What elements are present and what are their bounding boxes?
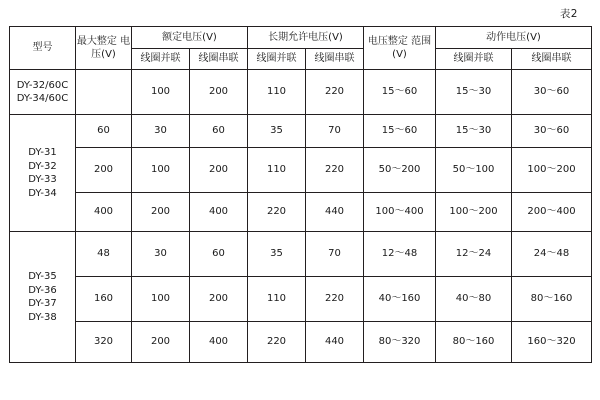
cell-long-parallel: 110	[248, 148, 306, 193]
cell-long-series: 220	[306, 277, 364, 322]
cell-action-series: 100～200	[512, 148, 592, 193]
cell-rated-series: 400	[190, 322, 248, 363]
cell-long-parallel: 110	[248, 70, 306, 115]
cell-voltage-range: 50～200	[364, 148, 436, 193]
table-row	[10, 70, 592, 115]
cell-rated-parallel: 30	[132, 232, 190, 277]
subheader-long-series: 线圈串联	[306, 49, 364, 70]
cell-long-parallel: 110	[248, 277, 306, 322]
cell-long-parallel: 220	[248, 193, 306, 232]
subheader-rated-series: 线圈串联	[190, 49, 248, 70]
cell-rated-parallel: 200	[132, 193, 190, 232]
column-header-rated-voltage: 额定电压(V)	[132, 27, 248, 49]
cell-long-parallel: 35	[248, 232, 306, 277]
cell-max-setting-voltage: 48	[76, 232, 132, 277]
model-label: DY-32/60C	[16, 79, 69, 91]
model-label: DY-32	[28, 160, 57, 172]
cell-rated-series: 200	[190, 148, 248, 193]
model-label: DY-37	[28, 298, 57, 309]
cell-max-setting-voltage: 400	[76, 193, 132, 232]
cell-action-parallel: 50～100	[436, 148, 512, 193]
cell-model-group	[10, 232, 76, 363]
model-label: DY-35	[28, 271, 57, 282]
table-row	[10, 193, 592, 232]
cell-model-group	[10, 70, 76, 115]
cell-action-parallel: 80～160	[436, 322, 512, 363]
spec-table-container	[9, 26, 591, 363]
cell-action-series: 30～60	[512, 70, 592, 115]
cell-rated-series: 60	[190, 232, 248, 277]
cell-rated-parallel: 30	[132, 115, 190, 148]
table-row	[10, 277, 592, 322]
cell-long-series: 70	[306, 115, 364, 148]
cell-rated-series: 200	[190, 277, 248, 322]
cell-rated-series: 60	[190, 115, 248, 148]
model-label: DY-31	[28, 147, 57, 158]
subheader-long-parallel: 线圈并联	[248, 49, 306, 70]
spec-table	[9, 26, 592, 363]
cell-action-parallel: 12～24	[436, 232, 512, 277]
cell-rated-parallel: 200	[132, 322, 190, 363]
cell-long-series: 440	[306, 193, 364, 232]
model-label: DY-34	[28, 187, 57, 199]
subheader-action-series: 线圈串联	[512, 49, 592, 70]
cell-long-parallel: 35	[248, 115, 306, 148]
cell-model-group	[10, 115, 76, 232]
cell-max-setting-voltage: 320	[76, 322, 132, 363]
cell-max-setting-voltage: 200	[76, 148, 132, 193]
cell-action-parallel: 15～30	[436, 70, 512, 115]
column-header-voltage-setting-range	[364, 27, 436, 70]
cell-voltage-range: 40～160	[364, 277, 436, 322]
model-label: DY-33	[28, 174, 57, 185]
cell-action-series: 24～48	[512, 232, 592, 277]
cell-action-series: 80～160	[512, 277, 592, 322]
cell-rated-series: 400	[190, 193, 248, 232]
cell-voltage-range: 15～60	[364, 115, 436, 148]
cell-rated-parallel: 100	[132, 70, 190, 115]
range-line2: 范围(V)	[392, 35, 432, 60]
column-header-max-setting-voltage	[76, 27, 132, 70]
cell-rated-series: 200	[190, 70, 248, 115]
model-label: DY-36	[28, 284, 57, 296]
cell-max-setting-voltage	[76, 70, 132, 115]
subheader-rated-parallel: 线圈并联	[132, 49, 190, 70]
cell-long-series: 440	[306, 322, 364, 363]
subheader-action-parallel: 线圈并联	[436, 49, 512, 70]
column-header-model: 型号	[10, 27, 76, 70]
table-row	[10, 148, 592, 193]
cell-action-parallel: 100～200	[436, 193, 512, 232]
table-row	[10, 322, 592, 363]
cell-voltage-range: 100～400	[364, 193, 436, 232]
max-setting-line2: 电压(V)	[91, 35, 131, 60]
table-row	[10, 232, 592, 277]
cell-long-series: 220	[306, 148, 364, 193]
cell-rated-parallel: 100	[132, 148, 190, 193]
cell-action-series: 160～320	[512, 322, 592, 363]
cell-action-series: 30～60	[512, 115, 592, 148]
table-caption: 表2	[559, 8, 578, 20]
column-header-long-term-allowed-voltage: 长期允许电压(V)	[248, 27, 364, 49]
cell-action-parallel: 40～80	[436, 277, 512, 322]
cell-voltage-range: 15～60	[364, 70, 436, 115]
model-label: DY-34/60C	[16, 93, 69, 104]
cell-action-series: 200～400	[512, 193, 592, 232]
column-header-operating-voltage: 动作电压(V)	[436, 27, 592, 49]
cell-long-series: 220	[306, 70, 364, 115]
cell-long-parallel: 220	[248, 322, 306, 363]
cell-max-setting-voltage: 160	[76, 277, 132, 322]
max-setting-line1: 最大整定	[76, 35, 117, 47]
cell-long-series: 70	[306, 232, 364, 277]
cell-voltage-range: 12～48	[364, 232, 436, 277]
cell-rated-parallel: 100	[132, 277, 190, 322]
cell-max-setting-voltage: 60	[76, 115, 132, 148]
cell-action-parallel: 15～30	[436, 115, 512, 148]
range-line1: 电压整定	[367, 35, 408, 47]
model-label: DY-38	[28, 311, 57, 323]
cell-voltage-range: 80～320	[364, 322, 436, 363]
spec-table-body	[10, 70, 592, 363]
table-row	[10, 115, 592, 148]
